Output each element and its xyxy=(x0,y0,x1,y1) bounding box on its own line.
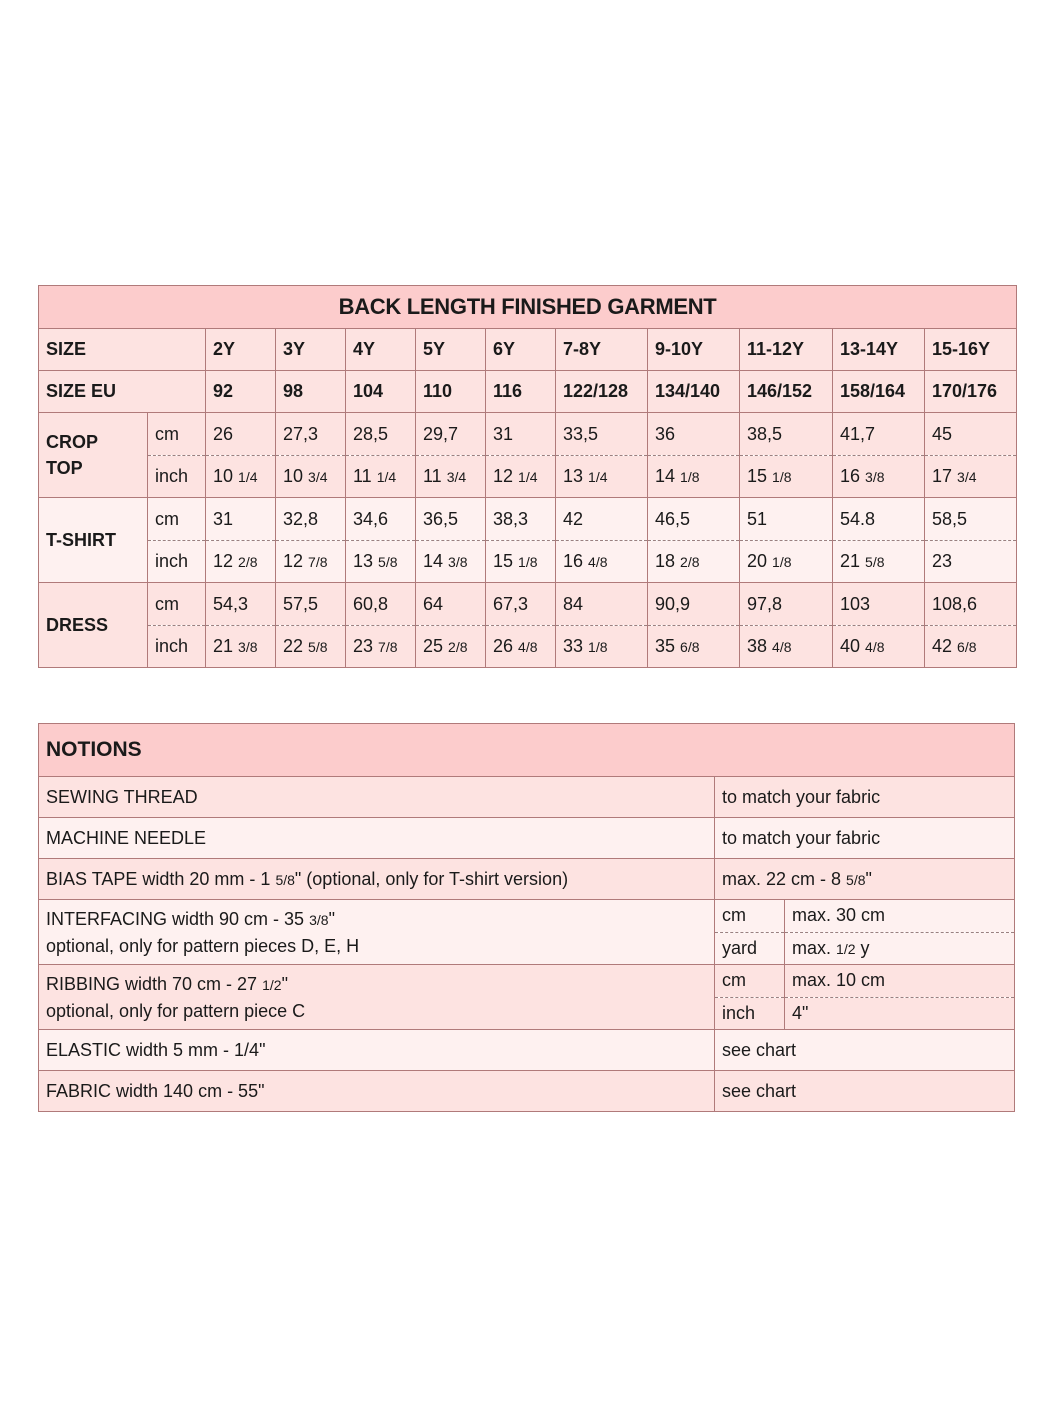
measurement-inch: 21 5/8 xyxy=(833,541,925,583)
measurement-cm: 103 xyxy=(833,583,925,626)
notion-item: INTERFACING width 90 cm - 35 3/8" optional, only for pattern pieces D, E, H xyxy=(39,900,715,965)
measurement-inch: 26 4/8 xyxy=(486,626,556,668)
group-row-cm xyxy=(39,498,1017,541)
measurement-cm: 57,5 xyxy=(276,583,346,626)
notions-title: NOTIONS xyxy=(39,724,1015,777)
measurement-inch: 16 4/8 xyxy=(556,541,648,583)
measurement-cm: 45 xyxy=(925,413,1017,456)
notion-unit: cm xyxy=(715,965,785,998)
garment-group-label: T-SHIRT xyxy=(39,498,148,583)
measurement-inch: 10 1/4 xyxy=(206,456,276,498)
notion-item: ELASTIC width 5 mm - 1/4" xyxy=(39,1030,715,1071)
measurement-cm: 31 xyxy=(206,498,276,541)
size-eu-cell: 146/152 xyxy=(740,371,833,413)
measurement-cm: 67,3 xyxy=(486,583,556,626)
unit-label: inch xyxy=(148,456,206,498)
measurement-cm: 38,5 xyxy=(740,413,833,456)
group-row-inch xyxy=(39,541,1017,583)
measurement-cm: 32,8 xyxy=(276,498,346,541)
notion-unit: inch xyxy=(715,997,785,1030)
size-eu-cell: 170/176 xyxy=(925,371,1017,413)
notion-item: SEWING THREAD xyxy=(39,777,715,818)
group-row-inch xyxy=(39,456,1017,498)
size-eu-label: SIZE EU xyxy=(39,371,206,413)
measurement-inch: 11 1/4 xyxy=(346,456,416,498)
garment-group-label: DRESS xyxy=(39,583,148,668)
measurement-cm: 54.8 xyxy=(833,498,925,541)
notion-value: max. 30 cm xyxy=(785,900,1015,933)
measurement-inch: 17 3/4 xyxy=(925,456,1017,498)
notion-unit: cm xyxy=(715,900,785,933)
notion-row-ribbing xyxy=(39,965,1015,998)
notion-value: see chart xyxy=(715,1030,1015,1071)
measurement-inch: 13 5/8 xyxy=(346,541,416,583)
measurement-cm: 90,9 xyxy=(648,583,740,626)
measurement-cm: 54,3 xyxy=(206,583,276,626)
measurement-inch: 10 3/4 xyxy=(276,456,346,498)
measurement-inch: 33 1/8 xyxy=(556,626,648,668)
size-eu-cell: 104 xyxy=(346,371,416,413)
measurement-cm: 42 xyxy=(556,498,648,541)
measurement-inch: 23 7/8 xyxy=(346,626,416,668)
notion-row-bias-tape xyxy=(39,859,1015,900)
measurement-cm: 58,5 xyxy=(925,498,1017,541)
measurement-cm: 33,5 xyxy=(556,413,648,456)
notion-value: max. 22 cm - 8 5/8" xyxy=(715,859,1015,900)
size-cell: 6Y xyxy=(486,329,556,371)
measurement-cm: 46,5 xyxy=(648,498,740,541)
measurement-cm: 36,5 xyxy=(416,498,486,541)
notion-row-interfacing xyxy=(39,900,1015,933)
size-cell: 15-16Y xyxy=(925,329,1017,371)
notion-value: see chart xyxy=(715,1071,1015,1112)
unit-label: inch xyxy=(148,626,206,668)
notion-item: RIBBING width 70 cm - 27 1/2" optional, only for pattern piece C xyxy=(39,965,715,1030)
measurement-cm: 26 xyxy=(206,413,276,456)
size-eu-cell: 122/128 xyxy=(556,371,648,413)
size-cell: 7-8Y xyxy=(556,329,648,371)
size-eu-cell: 110 xyxy=(416,371,486,413)
measurement-inch: 16 3/8 xyxy=(833,456,925,498)
size-label: SIZE xyxy=(39,329,206,371)
measurement-inch: 13 1/4 xyxy=(556,456,648,498)
measurement-cm: 97,8 xyxy=(740,583,833,626)
notion-unit: yard xyxy=(715,932,785,965)
unit-label: cm xyxy=(148,583,206,626)
measurement-inch: 20 1/8 xyxy=(740,541,833,583)
measurement-inch: 12 2/8 xyxy=(206,541,276,583)
measurement-inch: 14 1/8 xyxy=(648,456,740,498)
size-cell: 9-10Y xyxy=(648,329,740,371)
size-eu-cell: 98 xyxy=(276,371,346,413)
notion-value: max. 1/2 y xyxy=(785,932,1015,965)
measurement-inch: 25 2/8 xyxy=(416,626,486,668)
measurement-cm: 84 xyxy=(556,583,648,626)
measurement-inch: 12 1/4 xyxy=(486,456,556,498)
notion-item: MACHINE NEEDLE xyxy=(39,818,715,859)
measurement-inch: 15 1/8 xyxy=(486,541,556,583)
unit-label: inch xyxy=(148,541,206,583)
measurement-inch: 35 6/8 xyxy=(648,626,740,668)
measurement-cm: 38,3 xyxy=(486,498,556,541)
size-cell: 13-14Y xyxy=(833,329,925,371)
size-eu-cell: 92 xyxy=(206,371,276,413)
size-cell: 11-12Y xyxy=(740,329,833,371)
notion-row-elastic xyxy=(39,1030,1015,1071)
unit-label: cm xyxy=(148,498,206,541)
measurement-cm: 51 xyxy=(740,498,833,541)
garment-group-label: CROP TOP xyxy=(39,413,148,498)
measurement-inch: 40 4/8 xyxy=(833,626,925,668)
notion-value: to match your fabric xyxy=(715,777,1015,818)
measurement-cm: 27,3 xyxy=(276,413,346,456)
size-eu-cell: 134/140 xyxy=(648,371,740,413)
size-eu-cell: 116 xyxy=(486,371,556,413)
notion-item: FABRIC width 140 cm - 55" xyxy=(39,1071,715,1112)
measurement-cm: 60,8 xyxy=(346,583,416,626)
measurement-inch: 42 6/8 xyxy=(925,626,1017,668)
measurement-cm: 29,7 xyxy=(416,413,486,456)
size-cell: 5Y xyxy=(416,329,486,371)
measurement-inch: 38 4/8 xyxy=(740,626,833,668)
measurement-cm: 28,5 xyxy=(346,413,416,456)
measurement-inch: 12 7/8 xyxy=(276,541,346,583)
size-chart-table xyxy=(38,285,1017,668)
measurement-inch: 15 1/8 xyxy=(740,456,833,498)
notion-row-machine-needle xyxy=(39,818,1015,859)
measurement-cm: 36 xyxy=(648,413,740,456)
size-cell: 2Y xyxy=(206,329,276,371)
size-cell: 4Y xyxy=(346,329,416,371)
measurement-inch: 11 3/4 xyxy=(416,456,486,498)
notion-value: to match your fabric xyxy=(715,818,1015,859)
measurement-cm: 31 xyxy=(486,413,556,456)
measurement-cm: 41,7 xyxy=(833,413,925,456)
notion-value: 4" xyxy=(785,997,1015,1030)
notion-row-fabric xyxy=(39,1071,1015,1112)
notions-table xyxy=(38,723,1015,1112)
measurement-inch: 14 3/8 xyxy=(416,541,486,583)
measurement-cm: 64 xyxy=(416,583,486,626)
notion-row-sewing-thread xyxy=(39,777,1015,818)
notion-item: BIAS TAPE width 20 mm - 1 5/8" (optional, only for T-shirt version) xyxy=(39,859,715,900)
measurement-cm: 34,6 xyxy=(346,498,416,541)
measurement-inch: 22 5/8 xyxy=(276,626,346,668)
size-chart-title: BACK LENGTH FINISHED GARMENT xyxy=(39,286,1017,329)
measurement-inch: 21 3/8 xyxy=(206,626,276,668)
group-row-cm xyxy=(39,413,1017,456)
measurement-cm: 108,6 xyxy=(925,583,1017,626)
size-eu-cell: 158/164 xyxy=(833,371,925,413)
measurement-inch: 23 xyxy=(925,541,1017,583)
group-row-inch xyxy=(39,626,1017,668)
notion-value: max. 10 cm xyxy=(785,965,1015,998)
unit-label: cm xyxy=(148,413,206,456)
size-cell: 3Y xyxy=(276,329,346,371)
measurement-inch: 18 2/8 xyxy=(648,541,740,583)
group-row-cm xyxy=(39,583,1017,626)
